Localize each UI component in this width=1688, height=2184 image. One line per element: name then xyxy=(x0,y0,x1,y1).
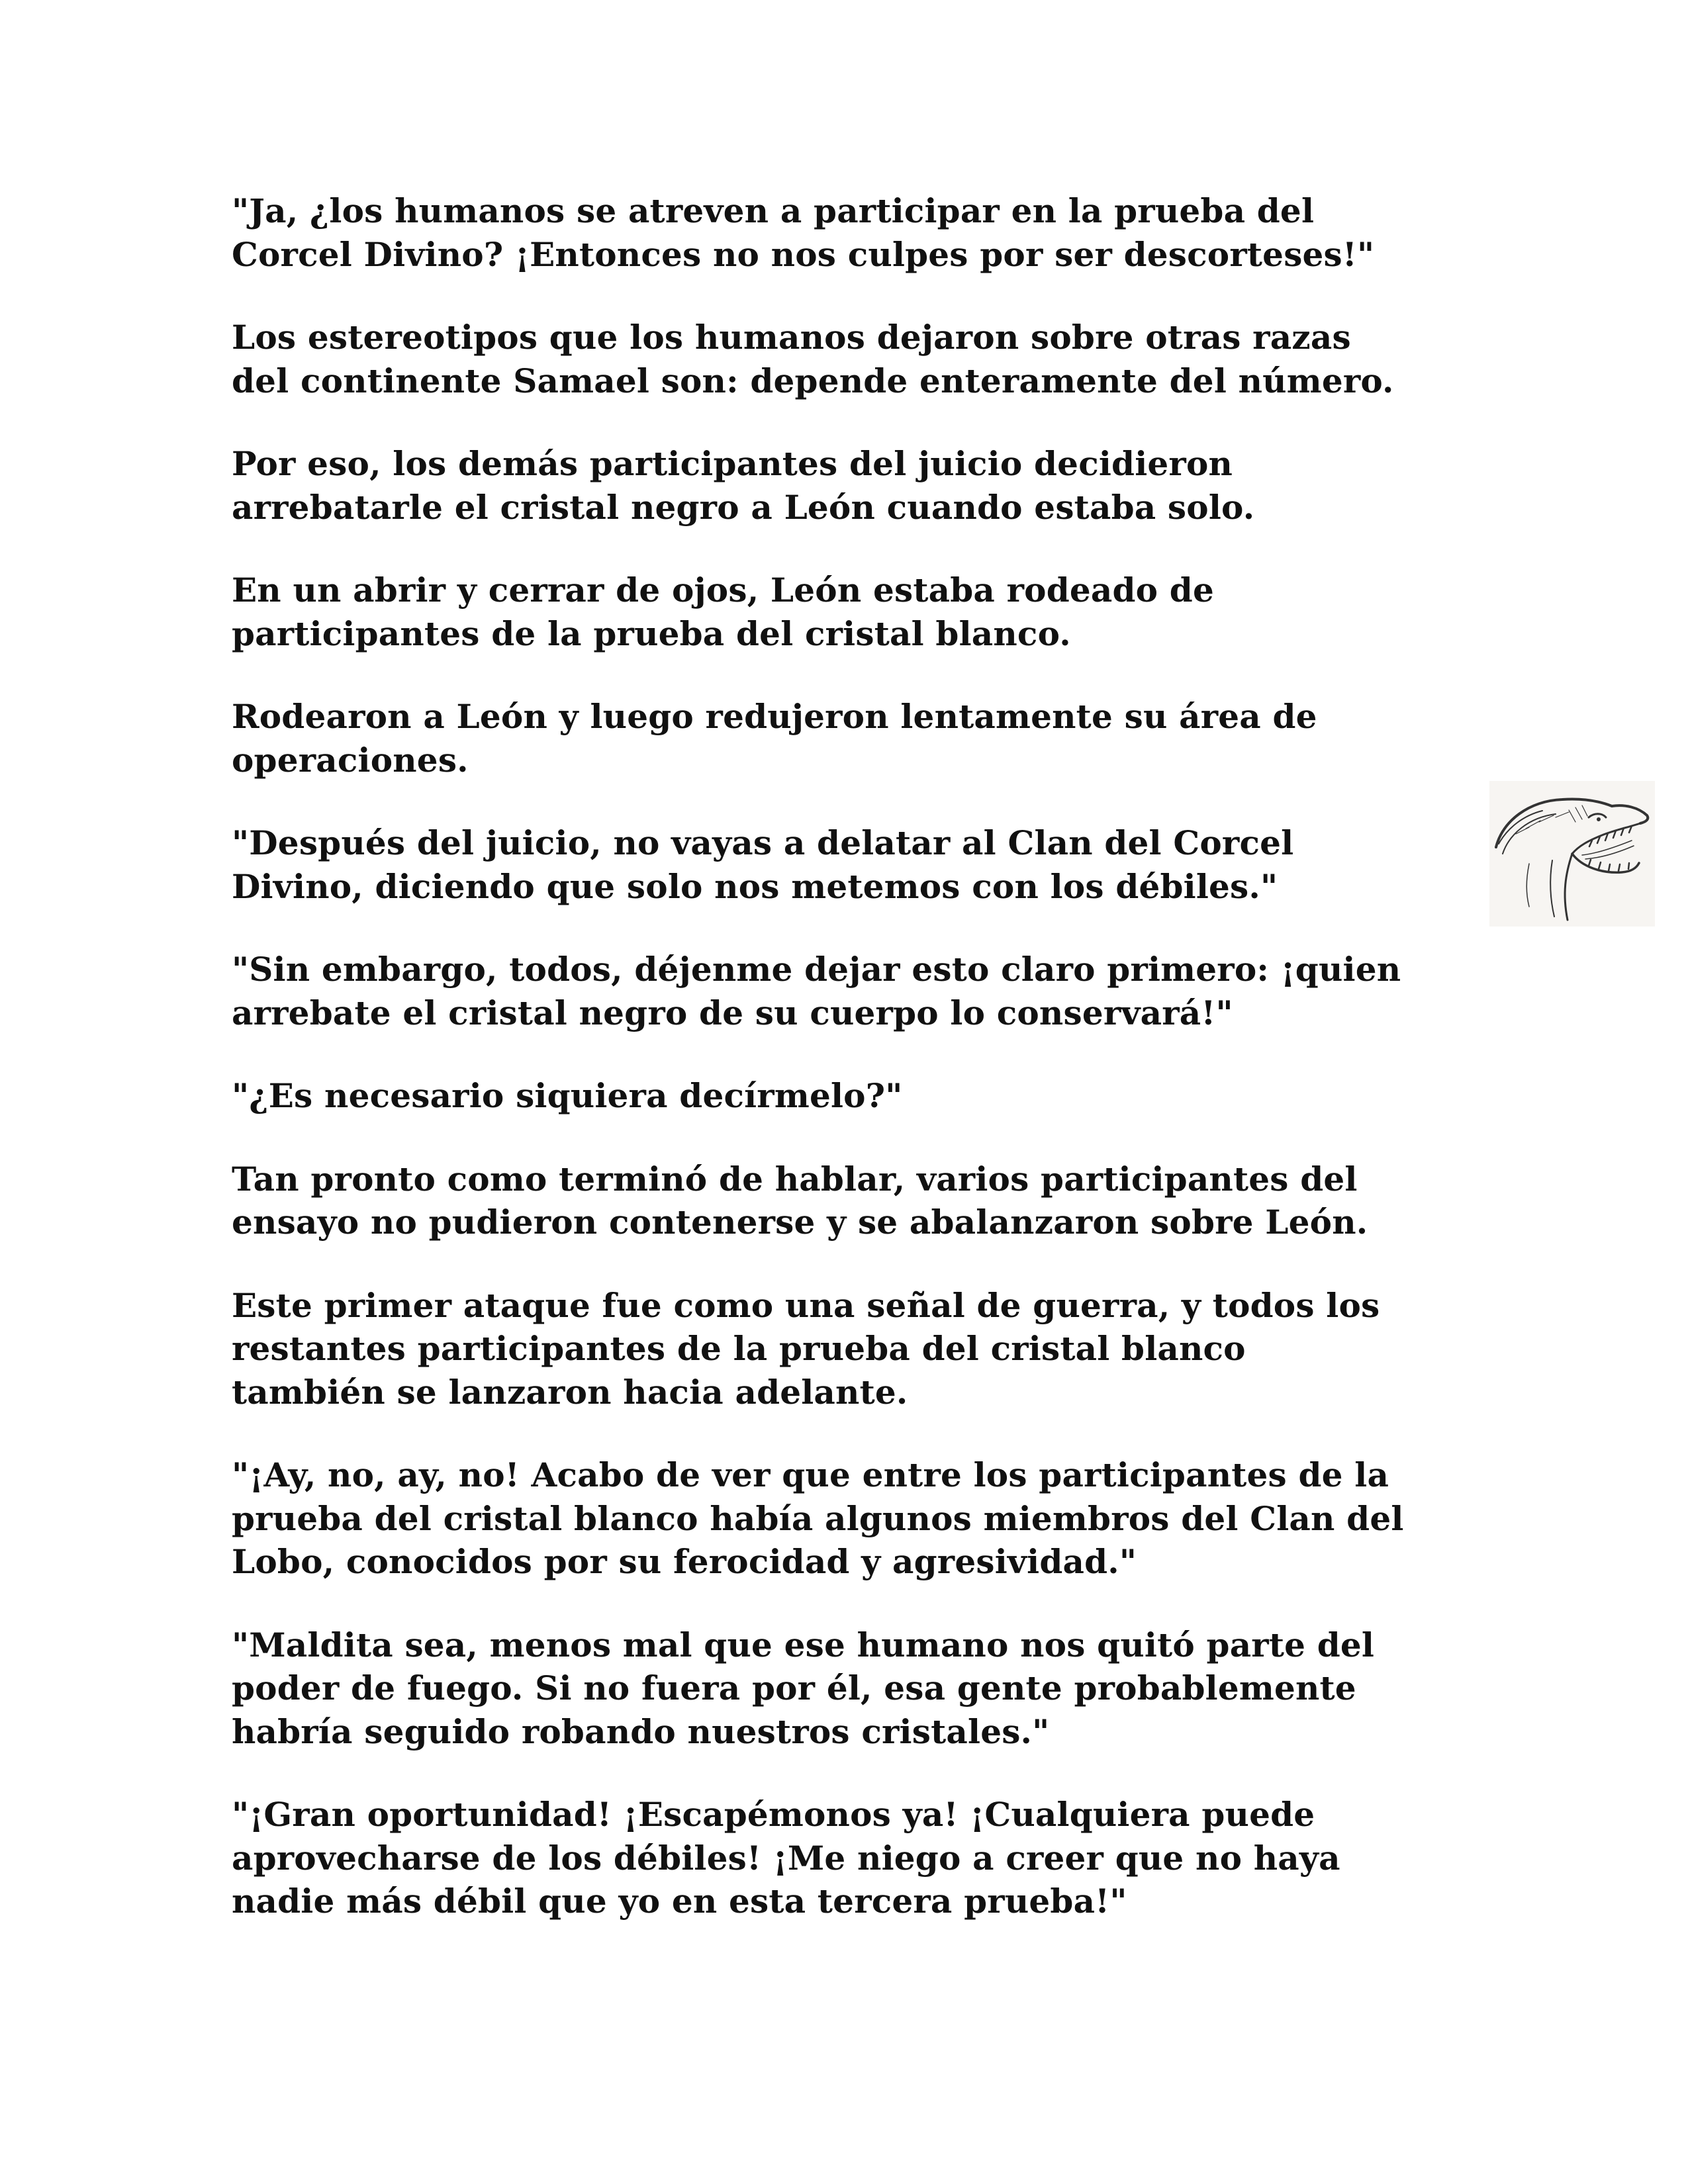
paragraph: "Ja, ¿los humanos se atreven a participar en la prueba del Corcel Divino? ¡Entonces no nos culpes por ser descorteses!" xyxy=(232,191,1375,274)
paragraph: Tan pronto como terminó de hablar, varios participantes del ensayo no pudieron contenerse y se abalanzaron sobre León. xyxy=(232,1159,1368,1242)
paragraph: "¡Gran oportunidad! ¡Escapémonos ya! ¡Cualquiera puede aprovecharse de los débiles! ¡Me niego a creer que no haya nadie más débil que yo en esta tercera prueba!" xyxy=(232,1795,1340,1921)
paragraph: En un abrir y cerrar de ojos, León estaba rodeado de participantes de la prueba del cristal blanco. xyxy=(232,570,1214,653)
paragraph: Por eso, los demás participantes del juicio decidieron arrebatarle el cristal negro a León cuando estaba solo. xyxy=(232,444,1255,527)
paragraph: Rodearon a León y luego redujeron lentamente su área de operaciones. xyxy=(232,697,1317,780)
paragraph: "¿Es necesario siquiera decírmelo?" xyxy=(232,1076,903,1115)
paragraph: Los estereotipos que los humanos dejaron sobre otras razas del continente Samael son: depende enteramente del número. xyxy=(232,318,1394,400)
document-body xyxy=(232,189,1489,1963)
dinosaur-head-sketch-icon xyxy=(1489,781,1655,927)
paragraph: "Después del juicio, no vayas a delatar al Clan del Corcel Divino, diciendo que solo nos metemos con los débiles." xyxy=(232,823,1294,906)
paragraph: "Maldita sea, menos mal que ese humano nos quitó parte del poder de fuego. Si no fuera por él, esa gente probablemente habría seguido robando nuestros cristales." xyxy=(232,1625,1375,1751)
paragraph: "¡Ay, no, ay, no! Acabo de ver que entre los participantes de la prueba del cristal blanco había algunos miembros del Clan del Lobo, conocidos por su ferocidad y agresividad." xyxy=(232,1455,1404,1581)
paragraph: Este primer ataque fue como una señal de guerra, y todos los restantes participantes de la prueba del cristal blanco también se lanzaron hacia adelante. xyxy=(232,1285,1380,1412)
paragraph: "Sin embargo, todos, déjenme dejar esto claro primero: ¡quien arrebate el cristal negro de su cuerpo lo conservará!" xyxy=(232,950,1401,1032)
